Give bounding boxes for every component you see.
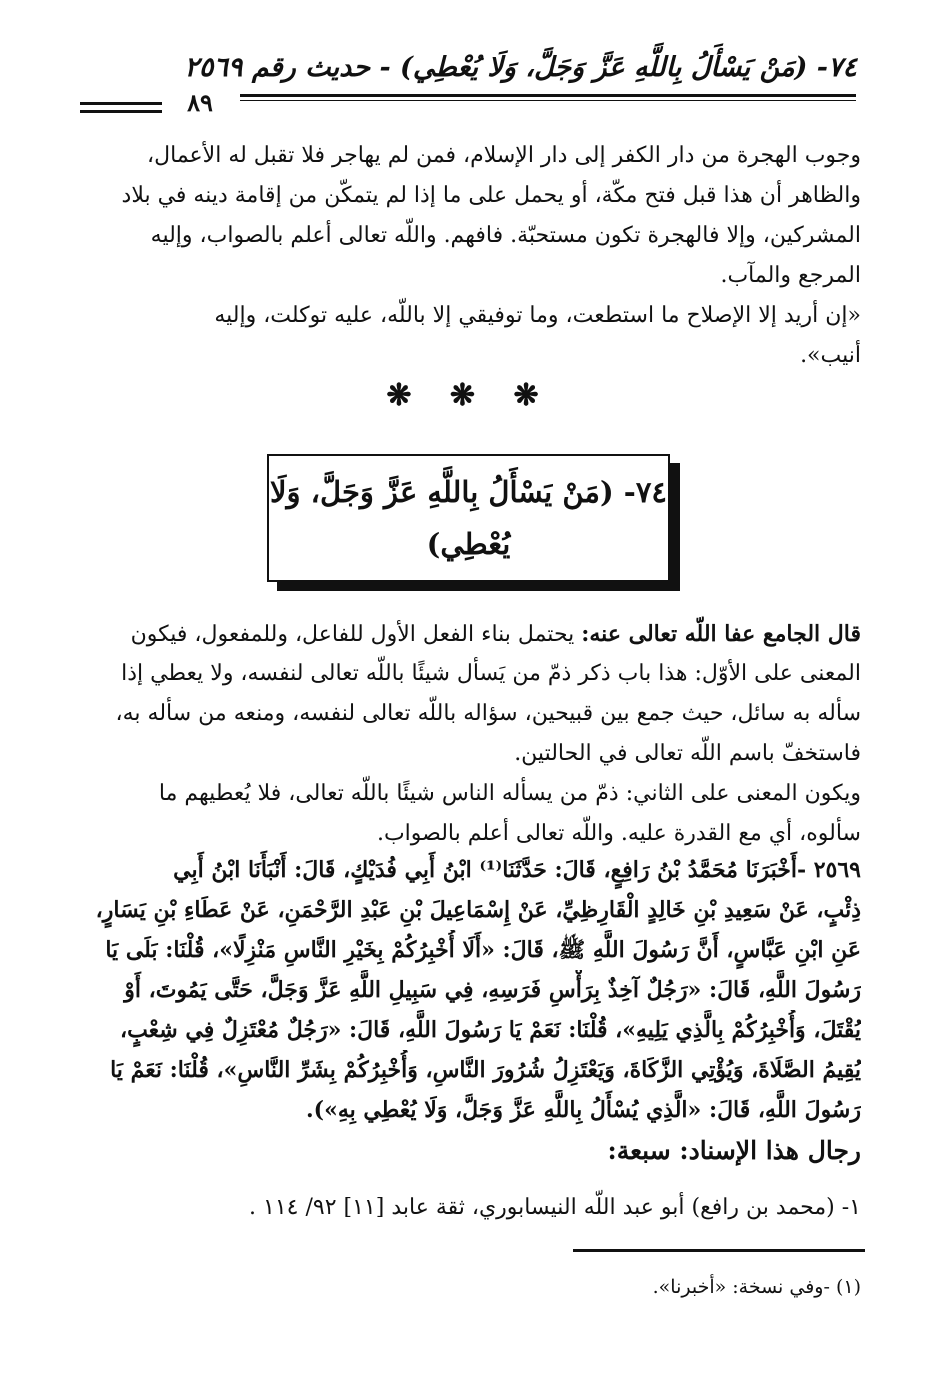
hadith-line: ٢٥٦٩ -أَخْبَرَنَا مُحَمَّدُ بْنُ رَافِعٍ، قَالَ: حَدَّثَنَا⁽¹⁾ ابْنُ أَبِي فُدَيْكٍ، قَالَ: أَنْبَأَنَا ابْنُ أَبِي — [173, 857, 861, 883]
footnote: (١) -وفي نسخة: «أخبرنا». — [652, 1276, 861, 1298]
section-separator: ❋ ❋ ❋ — [386, 378, 553, 413]
running-header-title: ٧٤- (مَنْ يَسْأَلُ بِاللَّهِ عَزَّ وَجَلَّ، وَلَا يُعْطِي) - حديث رقم ٢٥٦٩ — [184, 52, 857, 83]
compiler-lead-text: يحتمل بناء الفعل الأول للفاعل، وللمفعول، فيكون — [130, 622, 582, 647]
quote-paragraph — [79, 296, 861, 376]
compiler-paragraph — [79, 614, 861, 774]
header-rule-thin — [240, 100, 856, 101]
hadith-line: يُقْتَلَ، وَأُخْبِرُكُمْ بِالَّذِي يَلِيهِ»، قُلْنَا: نَعَمْ يَا رَسُولَ اللَّهِ، قَالَ: «رَجُلٌ مُعْتَزِلٌ فِي شِعْبٍ، — [119, 1017, 861, 1043]
text-line — [79, 614, 861, 654]
chapter-title-box — [267, 454, 670, 582]
text-line: سأله به سائل، حيث جمع بين قبيحين، سؤاله باللّه تعالى لنفسه، ومنعه من سأله به، — [115, 701, 861, 726]
text-line: «إن أريد إلا الإصلاح ما استطعت، وما توفيقي إلا باللّه، عليه توكلت، وإليه — [214, 303, 861, 328]
narrator-entry: ١- (محمد بن رافع) أبو عبد اللّه النيسابوري، ثقة عابد [١١] ٩٢/ ١١٤ . — [249, 1195, 861, 1220]
text-line: أنيب». — [800, 343, 861, 368]
second-meaning-paragraph — [79, 774, 861, 854]
hadith-paragraph — [79, 850, 861, 1130]
compiler-lead: قال الجامع عفا اللّه تعالى عنه: — [581, 621, 861, 647]
text-line: وجوب الهجرة من دار الكفر إلى دار الإسلام، فمن لم يهاجر فلا تقبل له الأعمال، — [147, 143, 861, 168]
hadith-line: رَسُولَ اللَّهِ، قَالَ: «رَجُلٌ آخِذٌ بِرَأْسِ فَرَسِهِ، فِي سَبِيلِ اللَّهِ عَزَّ وَجَلَّ، حَتَّى يَمُوتَ، أَوْ — [124, 977, 861, 1003]
hadith-line: رَسُولَ اللَّهِ، قَالَ: «الَّذِي يُسْأَلُ بِاللَّهِ عَزَّ وَجَلَّ، وَلَا يُعْطِي بِهِ»). — [306, 1097, 861, 1123]
hadith-line: عَنِ ابْنِ عَبَّاسٍ، أَنَّ رَسُولَ اللَّهِ ﷺ، قَالَ: «أَلَا أُخْبِرُكُمْ بِخَيْرِ النَّاسِ مَنْزِلًا»، قُلْنَا: بَلَى يَا — [105, 937, 861, 963]
chapter-title-line: يُعْطِي) — [426, 527, 511, 561]
text-line: المرجع والمآب. — [720, 263, 861, 288]
text-line: فاستخفّ باسم اللّه تعالى في الحالتين. — [514, 741, 861, 766]
text-line: المعنى على الأوّل: هذا باب ذكر ذمّ من يَسأل شيئًا باللّه تعالى لنفسه، ولا يعطي إذا — [121, 661, 861, 686]
page-number: ٨٩ — [187, 88, 213, 117]
header-left-rule-top — [80, 102, 162, 105]
section-heading: رجال هذا الإسناد: سبعة: — [607, 1136, 861, 1165]
text-line: المشركين، وإلا فالهجرة تكون مستحبّة. فافهم. واللّه تعالى أعلم بالصواب، وإليه — [150, 223, 861, 248]
hadith-line: ذِئْبٍ، عَنْ سَعِيدِ بْنِ خَالِدٍ الْقَارِظِيِّ، عَنْ إِسْمَاعِيلَ بْنِ عَبْدِ الرَّحْمَنِ، عَنْ عَطَاءِ بْنِ يَسَارٍ، — [95, 897, 861, 923]
hadith-line: يُقِيمُ الصَّلَاةَ، وَيُؤْتِي الزَّكَاةَ، وَيَعْتَزِلُ شُرُورَ النَّاسِ، وَأُخْبِرُكُمْ بِشَرِّ النَّاسِ»، قُلْنَا: نَعَمْ يَا — [110, 1057, 861, 1083]
intro-paragraph — [79, 136, 861, 296]
header-rule — [240, 94, 856, 97]
chapter-title-line: ٧٤- (مَنْ يَسْأَلُ بِاللَّهِ عَزَّ وَجَلَّ، وَلَا — [270, 475, 667, 509]
footnote-rule — [573, 1249, 865, 1252]
text-line: والظاهر أن هذا قبل فتح مكّة، أو يحمل على ما إذا لم يتمكّن من إقامة دينه في بلاد — [121, 183, 861, 208]
text-line: سألوه، أي مع القدرة عليه. واللّه تعالى أعلم بالصواب. — [376, 821, 861, 846]
header-left-rule-bottom — [80, 110, 162, 113]
text-line: ويكون المعنى على الثاني: ذمّ من يسأله الناس شيئًا باللّه تعالى، فلا يُعطيهم ما — [158, 781, 861, 806]
